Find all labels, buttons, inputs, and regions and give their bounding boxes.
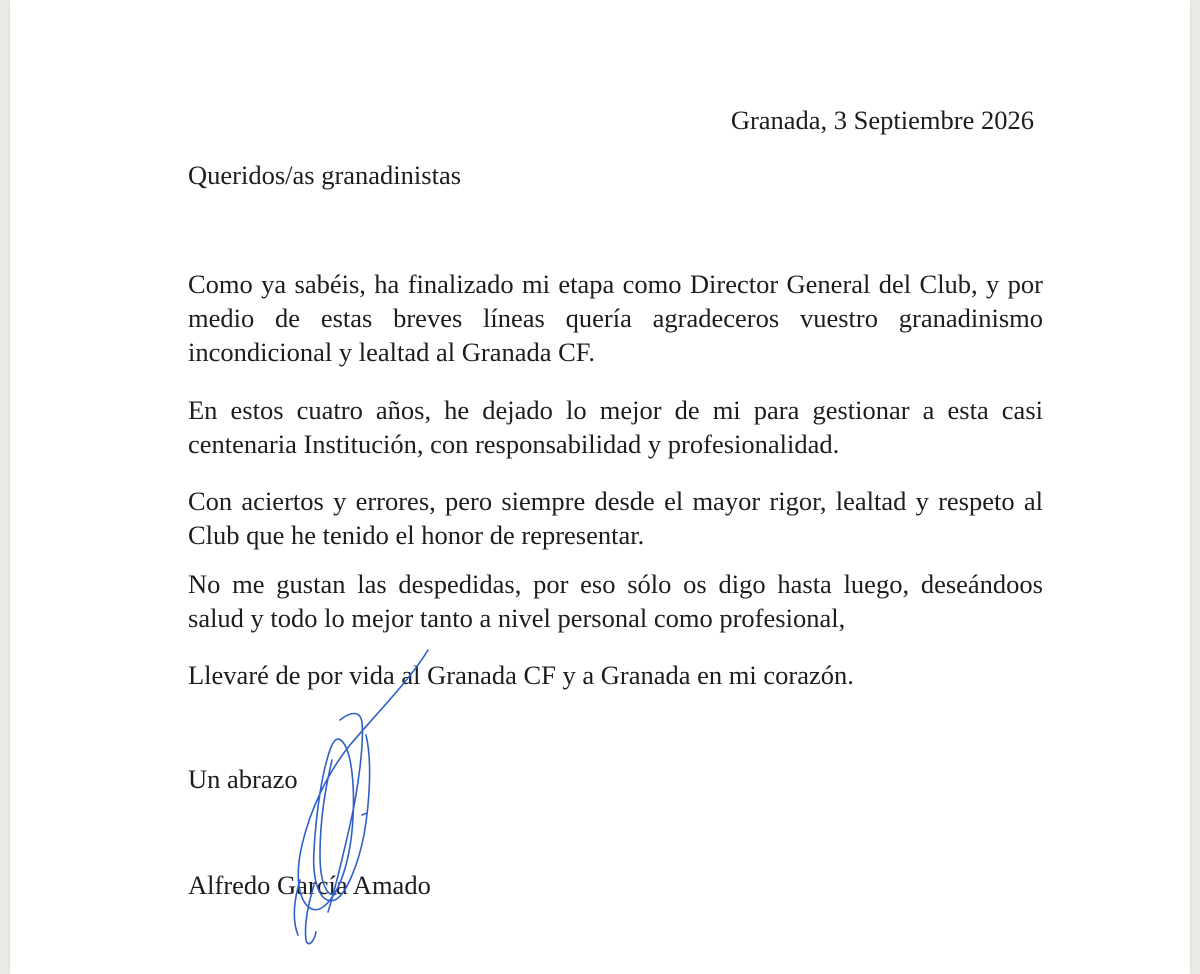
letter-page (10, 0, 1190, 974)
letter-greeting: Queridos/as granadinistas (188, 160, 462, 190)
signature-strokes (294, 650, 428, 944)
letter-paragraph-1: Como ya sabéis, ha finalizado mi etapa como Director General del Club, y por medio de estas breves líneas quería agradeceros vuestro granadinismo incondicional y lealtad al Granada CF. (188, 269, 1043, 367)
letter-paragraph-5: Llevaré de por vida al Granada CF y a Granada en mi corazón. (188, 660, 854, 690)
handwritten-signature (280, 650, 440, 950)
letter-paragraph-3: Con aciertos y errores, pero siempre desde el mayor rigor, lealtad y respeto al Club que he tenido el honor de representar. (188, 486, 1043, 550)
letter-paragraph-2: En estos cuatro años, he dejado lo mejor de mi para gestionar a esta casi centenaria Institución, con responsabilidad y profesionalidad. (188, 395, 1043, 459)
letter-closing: Un abrazo (188, 764, 298, 794)
signer-name: Alfredo García Amado (188, 870, 431, 900)
letter-date: Granada, 3 Septiembre 2026 (730, 105, 1034, 135)
letter-paragraph-4: No me gustan las despedidas, por eso sólo os digo hasta luego, deseándoos salud y todo lo mejor tanto a nivel personal como profesional, (188, 569, 1043, 633)
